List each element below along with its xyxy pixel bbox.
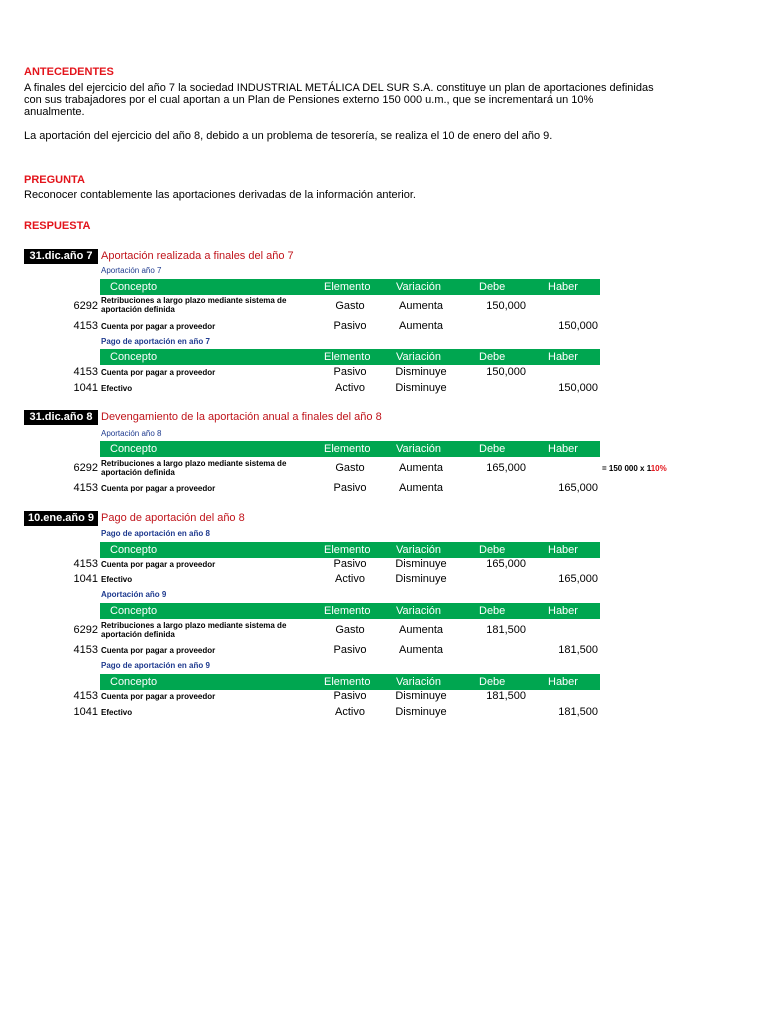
account-description-line-1: Retribuciones a largo plazo mediante sistema de	[101, 621, 287, 630]
haber-cell: 181,500	[558, 706, 598, 718]
account-code: 6292	[73, 624, 98, 636]
header-haber: Haber	[548, 443, 578, 455]
journal-header	[100, 542, 600, 558]
debe-cell: 150,000	[486, 300, 526, 312]
header-variacion: Variación	[396, 605, 442, 617]
account-description: Cuenta por pagar a proveedor	[101, 322, 216, 331]
elemento-cell: Pasivo	[333, 558, 367, 570]
debe-cell: 181,500	[486, 624, 526, 636]
header-elemento: Elemento	[324, 351, 371, 363]
journal-header	[100, 674, 600, 690]
header-debe: Debe	[479, 443, 506, 455]
antecedentes-paragraph-1	[24, 82, 664, 118]
variacion-cell: Aumenta	[398, 644, 444, 656]
header-debe: Debe	[479, 676, 506, 688]
haber-cell: 150,000	[558, 382, 598, 394]
account-description-line-2: aportación definida	[101, 468, 175, 477]
account-code: 1041	[73, 706, 98, 718]
entry-label: Aportación año 8	[101, 429, 162, 438]
header-haber: Haber	[548, 676, 578, 688]
section-title: Devengamiento de la aportación anual a finales del año 8	[101, 411, 382, 423]
pregunta-title: PREGUNTA	[24, 174, 85, 186]
variacion-cell: Disminuye	[395, 690, 447, 702]
header-concepto: Concepto	[110, 544, 158, 556]
header-concepto: Concepto	[110, 443, 158, 455]
account-description: Cuenta por pagar a proveedor	[101, 646, 216, 655]
account-description: Efectivo	[101, 384, 133, 393]
journal-header	[100, 441, 600, 457]
haber-cell: 181,500	[558, 644, 598, 656]
account-description: Cuenta por pagar a proveedor	[101, 692, 216, 701]
account-code: 4153	[73, 558, 98, 570]
header-elemento: Elemento	[324, 605, 371, 617]
account-description	[101, 296, 311, 314]
journal-header	[100, 349, 600, 365]
pregunta-text: Reconocer contablemente las aportaciones derivadas de la información anterior.	[24, 189, 416, 201]
haber-cell: 165,000	[558, 482, 598, 494]
account-code: 4153	[73, 482, 98, 494]
header-concepto: Concepto	[110, 351, 158, 363]
header-variacion: Variación	[396, 351, 442, 363]
header-concepto: Concepto	[110, 605, 158, 617]
header-variacion: Variación	[396, 676, 442, 688]
elemento-cell: Gasto	[335, 624, 365, 636]
elemento-cell: Activo	[335, 573, 365, 585]
header-variacion: Variación	[396, 281, 442, 293]
header-haber: Haber	[548, 351, 578, 363]
account-description-line-2: aportación definida	[101, 630, 175, 639]
account-description	[101, 621, 311, 639]
elemento-cell: Pasivo	[333, 320, 367, 332]
variacion-cell: Aumenta	[398, 482, 444, 494]
account-code: 6292	[73, 462, 98, 474]
debe-cell: 181,500	[486, 690, 526, 702]
variacion-cell: Disminuye	[395, 573, 447, 585]
account-code: 1041	[73, 573, 98, 585]
elemento-cell: Pasivo	[333, 690, 367, 702]
debe-cell: 150,000	[486, 366, 526, 378]
header-debe: Debe	[479, 544, 506, 556]
account-code: 4153	[73, 366, 98, 378]
header-haber: Haber	[548, 544, 578, 556]
entry-label: Pago de aportación en año 7	[101, 337, 210, 346]
account-description-line-1: Retribuciones a largo plazo mediante sistema de	[101, 296, 287, 305]
debe-cell: 165,000	[486, 558, 526, 570]
header-debe: Debe	[479, 351, 506, 363]
variacion-cell: Aumenta	[398, 300, 444, 312]
account-description	[101, 459, 311, 477]
elemento-cell: Gasto	[335, 462, 365, 474]
header-concepto: Concepto	[110, 676, 158, 688]
antecedentes-line-3: anualmente.	[24, 106, 85, 118]
calculation-note-formula: = 150 000 x 1	[602, 464, 651, 473]
header-haber: Haber	[548, 281, 578, 293]
calculation-note	[602, 464, 667, 473]
debe-cell: 165,000	[486, 462, 526, 474]
account-description-line-1: Retribuciones a largo plazo mediante sistema de	[101, 459, 287, 468]
elemento-cell: Gasto	[335, 300, 365, 312]
entry-label: Aportación año 9	[101, 590, 167, 599]
antecedentes-line-2: con sus trabajadores por el cual aportan a un Plan de Pensiones externo 150 000 u.m., que se incrementará un 10%	[24, 94, 594, 106]
account-code: 4153	[73, 690, 98, 702]
elemento-cell: Pasivo	[333, 482, 367, 494]
account-description: Cuenta por pagar a proveedor	[101, 484, 216, 493]
haber-cell: 150,000	[558, 320, 598, 332]
elemento-cell: Pasivo	[333, 366, 367, 378]
antecedentes-line-1: A finales del ejercicio del año 7 la sociedad INDUSTRIAL METÁLICA DEL SUR S.A. constituye un plan de aportaciones definidas	[24, 82, 654, 94]
account-code: 6292	[73, 300, 98, 312]
account-description: Cuenta por pagar a proveedor	[101, 368, 216, 377]
account-code: 4153	[73, 320, 98, 332]
antecedentes-title: ANTECEDENTES	[24, 66, 114, 78]
header-elemento: Elemento	[324, 676, 371, 688]
account-description: Cuenta por pagar a proveedor	[101, 560, 216, 569]
account-code: 1041	[73, 382, 98, 394]
account-description: Efectivo	[101, 708, 133, 717]
entry-label: Aportación año 7	[101, 266, 162, 275]
section-date-badge: 31.dic.año 8	[24, 410, 98, 425]
variacion-cell: Aumenta	[398, 462, 444, 474]
antecedentes-paragraph-2: La aportación del ejercicio del año 8, debido a un problema de tesorería, se realiza el 10 de enero del año 9.	[24, 130, 553, 142]
journal-header	[100, 279, 600, 295]
header-elemento: Elemento	[324, 443, 371, 455]
variacion-cell: Disminuye	[395, 706, 447, 718]
entry-label: Pago de aportación en año 8	[101, 529, 210, 538]
section-date-badge: 31.dic.año 7	[24, 249, 98, 264]
entry-label: Pago de aportación en año 9	[101, 661, 210, 670]
header-haber: Haber	[548, 605, 578, 617]
header-debe: Debe	[479, 281, 506, 293]
account-code: 4153	[73, 644, 98, 656]
account-description-line-2: aportación definida	[101, 305, 175, 314]
header-elemento: Elemento	[324, 281, 371, 293]
elemento-cell: Activo	[335, 382, 365, 394]
header-variacion: Variación	[396, 544, 442, 556]
journal-header	[100, 603, 600, 619]
account-description: Efectivo	[101, 575, 133, 584]
variacion-cell: Disminuye	[395, 558, 447, 570]
variacion-cell: Disminuye	[395, 366, 447, 378]
header-elemento: Elemento	[324, 544, 371, 556]
haber-cell: 165,000	[558, 573, 598, 585]
respuesta-title: RESPUESTA	[24, 220, 91, 232]
section-title: Aportación realizada a finales del año 7	[101, 250, 294, 262]
header-debe: Debe	[479, 605, 506, 617]
elemento-cell: Pasivo	[333, 644, 367, 656]
variacion-cell: Disminuye	[395, 382, 447, 394]
elemento-cell: Activo	[335, 706, 365, 718]
section-date-badge: 10.ene.año 9	[24, 511, 98, 526]
variacion-cell: Aumenta	[398, 624, 444, 636]
section-title: Pago de aportación del año 8	[101, 512, 245, 524]
variacion-cell: Aumenta	[398, 320, 444, 332]
calculation-note-rate: 10%	[650, 464, 667, 473]
header-concepto: Concepto	[110, 281, 158, 293]
header-variacion: Variación	[396, 443, 442, 455]
